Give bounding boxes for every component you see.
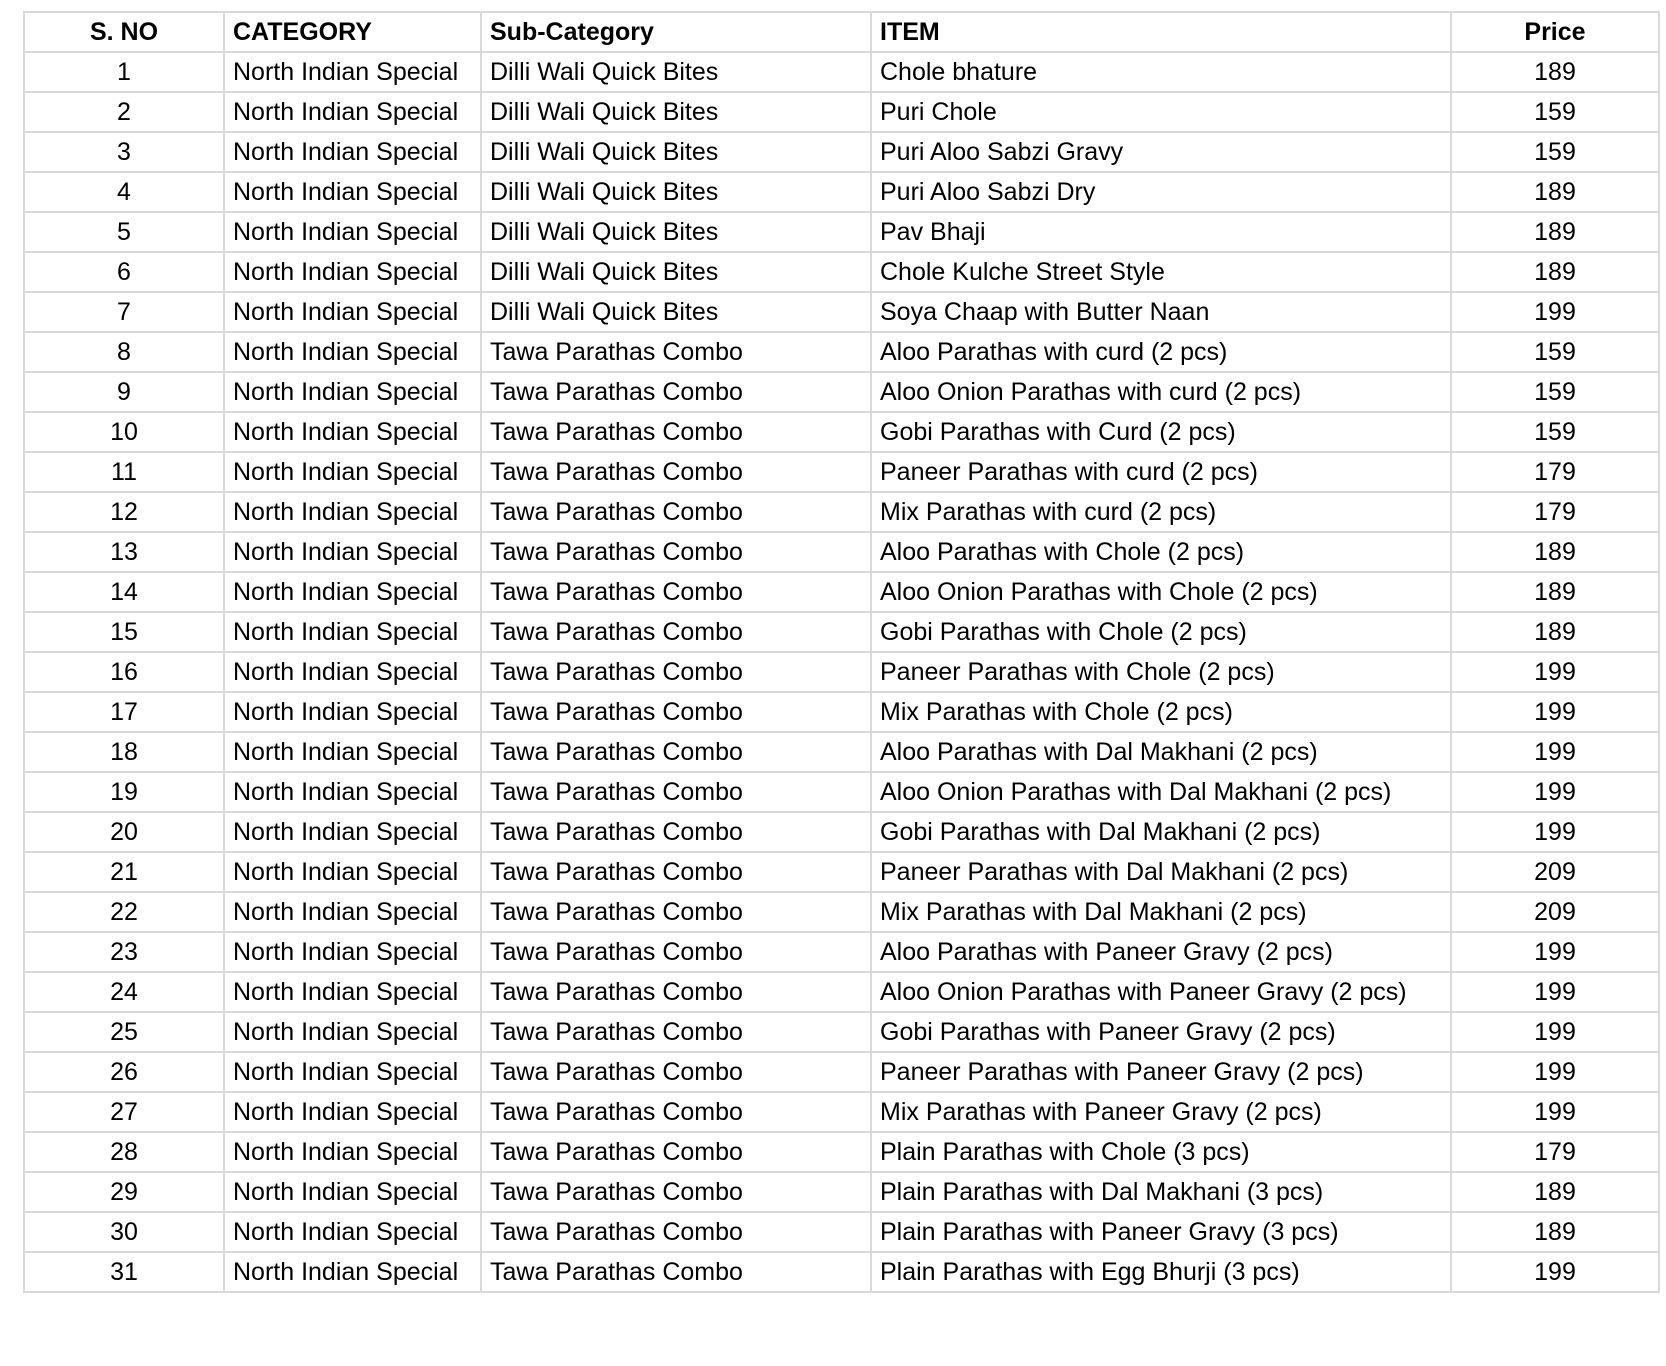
cell-category: North Indian Special: [224, 892, 481, 932]
cell-subcategory: Dilli Wali Quick Bites: [481, 132, 871, 172]
cell-subcategory: Tawa Parathas Combo: [481, 332, 871, 372]
cell-item: Mix Parathas with curd (2 pcs): [871, 492, 1451, 532]
cell-subcategory: Dilli Wali Quick Bites: [481, 52, 871, 92]
cell-subcategory: Tawa Parathas Combo: [481, 932, 871, 972]
cell-price: 199: [1451, 732, 1659, 772]
cell-sno: 29: [24, 1172, 224, 1212]
cell-category: North Indian Special: [224, 372, 481, 412]
menu-table: [23, 11, 1660, 1293]
header-category: CATEGORY: [224, 12, 481, 52]
cell-item: Gobi Parathas with Dal Makhani (2 pcs): [871, 812, 1451, 852]
cell-category: North Indian Special: [224, 772, 481, 812]
cell-item: Gobi Parathas with Curd (2 pcs): [871, 412, 1451, 452]
cell-sno: 7: [24, 292, 224, 332]
table-row: [24, 612, 1659, 652]
cell-item: Puri Aloo Sabzi Gravy: [871, 132, 1451, 172]
cell-price: 209: [1451, 892, 1659, 932]
cell-subcategory: Tawa Parathas Combo: [481, 972, 871, 1012]
cell-sno: 6: [24, 252, 224, 292]
cell-item: Aloo Parathas with curd (2 pcs): [871, 332, 1451, 372]
table-row: [24, 1132, 1659, 1172]
table-body: [24, 52, 1659, 1292]
cell-category: North Indian Special: [224, 652, 481, 692]
cell-category: North Indian Special: [224, 172, 481, 212]
cell-item: Aloo Onion Parathas with Chole (2 pcs): [871, 572, 1451, 612]
cell-item: Puri Aloo Sabzi Dry: [871, 172, 1451, 212]
cell-category: North Indian Special: [224, 532, 481, 572]
table-row: [24, 132, 1659, 172]
header-price: Price: [1451, 12, 1659, 52]
header-sno: S. NO: [24, 12, 224, 52]
cell-category: North Indian Special: [224, 1252, 481, 1292]
cell-category: North Indian Special: [224, 452, 481, 492]
cell-sno: 19: [24, 772, 224, 812]
cell-item: Chole Kulche Street Style: [871, 252, 1451, 292]
cell-item: Paneer Parathas with Dal Makhani (2 pcs): [871, 852, 1451, 892]
cell-sno: 2: [24, 92, 224, 132]
cell-category: North Indian Special: [224, 212, 481, 252]
table-row: [24, 452, 1659, 492]
cell-item: Aloo Onion Parathas with curd (2 pcs): [871, 372, 1451, 412]
cell-item: Plain Parathas with Paneer Gravy (3 pcs): [871, 1212, 1451, 1252]
cell-category: North Indian Special: [224, 812, 481, 852]
cell-price: 199: [1451, 812, 1659, 852]
cell-sno: 16: [24, 652, 224, 692]
table-row: [24, 172, 1659, 212]
table-row: [24, 572, 1659, 612]
header-row: [24, 12, 1659, 52]
table-row: [24, 932, 1659, 972]
cell-price: 189: [1451, 612, 1659, 652]
cell-subcategory: Tawa Parathas Combo: [481, 772, 871, 812]
table-row: [24, 1092, 1659, 1132]
cell-sno: 26: [24, 1052, 224, 1092]
cell-subcategory: Tawa Parathas Combo: [481, 412, 871, 452]
cell-subcategory: Tawa Parathas Combo: [481, 492, 871, 532]
table-row: [24, 692, 1659, 732]
cell-price: 199: [1451, 692, 1659, 732]
cell-subcategory: Dilli Wali Quick Bites: [481, 252, 871, 292]
cell-price: 199: [1451, 1092, 1659, 1132]
cell-item: Soya Chaap with Butter Naan: [871, 292, 1451, 332]
cell-sno: 28: [24, 1132, 224, 1172]
cell-subcategory: Tawa Parathas Combo: [481, 1012, 871, 1052]
cell-price: 199: [1451, 292, 1659, 332]
cell-sno: 4: [24, 172, 224, 212]
table-row: [24, 812, 1659, 852]
cell-sno: 17: [24, 692, 224, 732]
cell-subcategory: Tawa Parathas Combo: [481, 452, 871, 492]
cell-price: 199: [1451, 772, 1659, 812]
cell-price: 159: [1451, 332, 1659, 372]
cell-item: Aloo Parathas with Dal Makhani (2 pcs): [871, 732, 1451, 772]
cell-subcategory: Tawa Parathas Combo: [481, 812, 871, 852]
cell-price: 189: [1451, 1212, 1659, 1252]
table-row: [24, 412, 1659, 452]
cell-category: North Indian Special: [224, 292, 481, 332]
cell-price: 199: [1451, 1012, 1659, 1052]
header-subcategory: Sub-Category: [481, 12, 871, 52]
table-row: [24, 892, 1659, 932]
table-header: [24, 12, 1659, 52]
cell-sno: 30: [24, 1212, 224, 1252]
menu-sheet: [23, 11, 1660, 1293]
cell-item: Aloo Onion Parathas with Dal Makhani (2 pcs): [871, 772, 1451, 812]
cell-category: North Indian Special: [224, 332, 481, 372]
cell-sno: 14: [24, 572, 224, 612]
table-row: [24, 252, 1659, 292]
cell-category: North Indian Special: [224, 612, 481, 652]
cell-sno: 1: [24, 52, 224, 92]
cell-category: North Indian Special: [224, 852, 481, 892]
table-row: [24, 852, 1659, 892]
cell-sno: 23: [24, 932, 224, 972]
cell-sno: 5: [24, 212, 224, 252]
cell-sno: 31: [24, 1252, 224, 1292]
table-row: [24, 772, 1659, 812]
cell-item: Aloo Onion Parathas with Paneer Gravy (2 pcs): [871, 972, 1451, 1012]
cell-price: 199: [1451, 1052, 1659, 1092]
cell-sno: 25: [24, 1012, 224, 1052]
cell-price: 209: [1451, 852, 1659, 892]
cell-item: Gobi Parathas with Chole (2 pcs): [871, 612, 1451, 652]
cell-subcategory: Tawa Parathas Combo: [481, 612, 871, 652]
cell-sno: 27: [24, 1092, 224, 1132]
cell-category: North Indian Special: [224, 1132, 481, 1172]
cell-category: North Indian Special: [224, 1012, 481, 1052]
table-row: [24, 1212, 1659, 1252]
cell-price: 189: [1451, 212, 1659, 252]
cell-subcategory: Tawa Parathas Combo: [481, 1092, 871, 1132]
cell-price: 159: [1451, 412, 1659, 452]
cell-sno: 20: [24, 812, 224, 852]
cell-item: Chole bhature: [871, 52, 1451, 92]
cell-subcategory: Dilli Wali Quick Bites: [481, 292, 871, 332]
cell-subcategory: Tawa Parathas Combo: [481, 1132, 871, 1172]
table-row: [24, 1252, 1659, 1292]
cell-subcategory: Tawa Parathas Combo: [481, 1252, 871, 1292]
cell-price: 199: [1451, 932, 1659, 972]
cell-subcategory: Tawa Parathas Combo: [481, 572, 871, 612]
cell-category: North Indian Special: [224, 252, 481, 292]
cell-sno: 9: [24, 372, 224, 412]
cell-subcategory: Tawa Parathas Combo: [481, 1052, 871, 1092]
cell-category: North Indian Special: [224, 732, 481, 772]
cell-category: North Indian Special: [224, 572, 481, 612]
cell-sno: 10: [24, 412, 224, 452]
cell-item: Plain Parathas with Chole (3 pcs): [871, 1132, 1451, 1172]
cell-sno: 8: [24, 332, 224, 372]
cell-price: 199: [1451, 1252, 1659, 1292]
cell-subcategory: Tawa Parathas Combo: [481, 1212, 871, 1252]
cell-price: 179: [1451, 492, 1659, 532]
cell-category: North Indian Special: [224, 92, 481, 132]
header-item: ITEM: [871, 12, 1451, 52]
cell-category: North Indian Special: [224, 492, 481, 532]
cell-category: North Indian Special: [224, 412, 481, 452]
table-row: [24, 1172, 1659, 1212]
cell-sno: 24: [24, 972, 224, 1012]
cell-category: North Indian Special: [224, 1092, 481, 1132]
cell-item: Mix Parathas with Paneer Gravy (2 pcs): [871, 1092, 1451, 1132]
cell-subcategory: Tawa Parathas Combo: [481, 652, 871, 692]
cell-item: Paneer Parathas with curd (2 pcs): [871, 452, 1451, 492]
cell-category: North Indian Special: [224, 972, 481, 1012]
cell-item: Paneer Parathas with Paneer Gravy (2 pcs): [871, 1052, 1451, 1092]
cell-subcategory: Dilli Wali Quick Bites: [481, 92, 871, 132]
cell-sno: 3: [24, 132, 224, 172]
table-row: [24, 52, 1659, 92]
cell-category: North Indian Special: [224, 1172, 481, 1212]
cell-sno: 12: [24, 492, 224, 532]
cell-subcategory: Tawa Parathas Combo: [481, 732, 871, 772]
cell-category: North Indian Special: [224, 132, 481, 172]
cell-price: 199: [1451, 652, 1659, 692]
cell-category: North Indian Special: [224, 1052, 481, 1092]
cell-category: North Indian Special: [224, 52, 481, 92]
cell-sno: 13: [24, 532, 224, 572]
table-row: [24, 292, 1659, 332]
table-row: [24, 532, 1659, 572]
cell-price: 189: [1451, 172, 1659, 212]
cell-price: 189: [1451, 532, 1659, 572]
cell-subcategory: Tawa Parathas Combo: [481, 692, 871, 732]
table-row: [24, 332, 1659, 372]
cell-subcategory: Tawa Parathas Combo: [481, 892, 871, 932]
cell-price: 189: [1451, 1172, 1659, 1212]
cell-subcategory: Tawa Parathas Combo: [481, 532, 871, 572]
cell-price: 159: [1451, 132, 1659, 172]
cell-subcategory: Tawa Parathas Combo: [481, 372, 871, 412]
cell-item: Plain Parathas with Egg Bhurji (3 pcs): [871, 1252, 1451, 1292]
table-row: [24, 1012, 1659, 1052]
cell-item: Paneer Parathas with Chole (2 pcs): [871, 652, 1451, 692]
cell-item: Pav Bhaji: [871, 212, 1451, 252]
cell-item: Gobi Parathas with Paneer Gravy (2 pcs): [871, 1012, 1451, 1052]
cell-subcategory: Dilli Wali Quick Bites: [481, 172, 871, 212]
cell-sno: 18: [24, 732, 224, 772]
cell-item: Mix Parathas with Dal Makhani (2 pcs): [871, 892, 1451, 932]
cell-sno: 11: [24, 452, 224, 492]
cell-subcategory: Tawa Parathas Combo: [481, 852, 871, 892]
cell-price: 179: [1451, 1132, 1659, 1172]
table-row: [24, 972, 1659, 1012]
cell-price: 189: [1451, 572, 1659, 612]
cell-price: 189: [1451, 252, 1659, 292]
cell-subcategory: Dilli Wali Quick Bites: [481, 212, 871, 252]
cell-price: 179: [1451, 452, 1659, 492]
cell-item: Aloo Parathas with Paneer Gravy (2 pcs): [871, 932, 1451, 972]
cell-price: 159: [1451, 92, 1659, 132]
cell-item: Aloo Parathas with Chole (2 pcs): [871, 532, 1451, 572]
cell-sno: 22: [24, 892, 224, 932]
table-row: [24, 492, 1659, 532]
cell-subcategory: Tawa Parathas Combo: [481, 1172, 871, 1212]
cell-price: 159: [1451, 372, 1659, 412]
cell-category: North Indian Special: [224, 1212, 481, 1252]
table-row: [24, 652, 1659, 692]
cell-category: North Indian Special: [224, 692, 481, 732]
table-row: [24, 372, 1659, 412]
table-row: [24, 92, 1659, 132]
cell-item: Mix Parathas with Chole (2 pcs): [871, 692, 1451, 732]
cell-item: Puri Chole: [871, 92, 1451, 132]
table-row: [24, 732, 1659, 772]
cell-price: 189: [1451, 52, 1659, 92]
table-row: [24, 212, 1659, 252]
cell-sno: 15: [24, 612, 224, 652]
table-row: [24, 1052, 1659, 1092]
cell-item: Plain Parathas with Dal Makhani (3 pcs): [871, 1172, 1451, 1212]
cell-category: North Indian Special: [224, 932, 481, 972]
cell-price: 199: [1451, 972, 1659, 1012]
cell-sno: 21: [24, 852, 224, 892]
